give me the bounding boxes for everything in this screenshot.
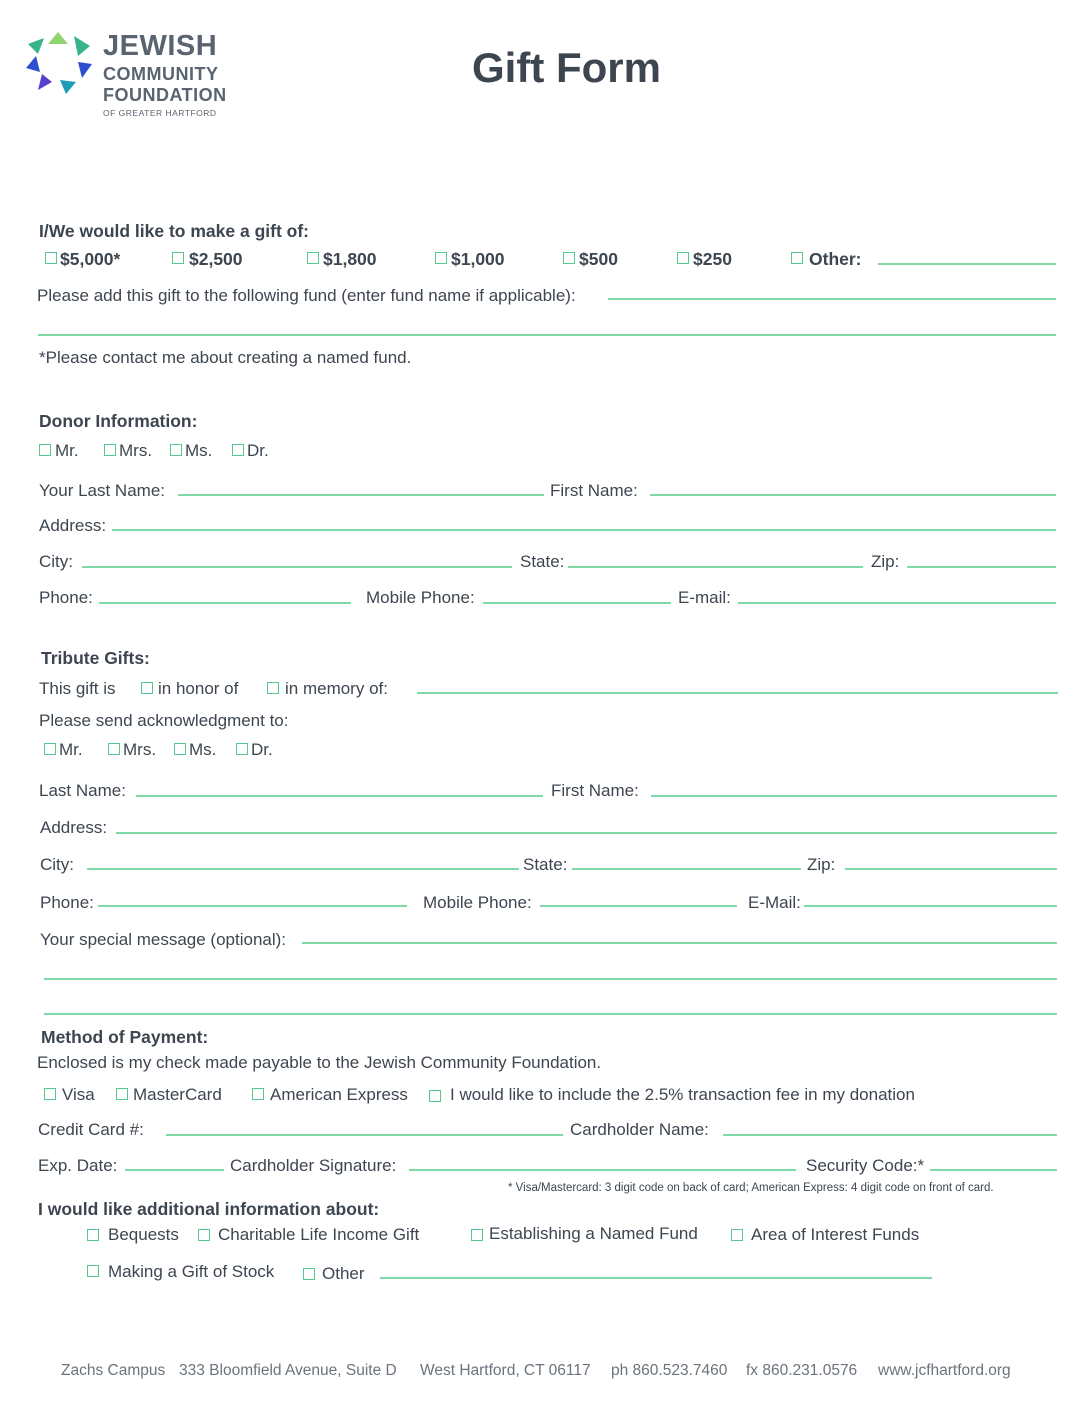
tribute-phone-field[interactable]: [98, 905, 407, 907]
card-number-field[interactable]: [166, 1134, 563, 1136]
memory-label: in memory of:: [285, 679, 388, 698]
donor-phone-field[interactable]: [99, 602, 351, 604]
honor-label: in honor of: [158, 679, 239, 698]
page-title: Gift Form: [472, 44, 661, 91]
gift-500-checkbox[interactable]: [563, 252, 575, 264]
donor-mr-checkbox[interactable]: [39, 444, 51, 456]
donor-mr-label: Mr.: [55, 441, 79, 460]
interest-checkbox[interactable]: [731, 1229, 743, 1241]
tribute-city-field[interactable]: [87, 868, 519, 870]
donor-mobile-label: Mobile Phone:: [366, 588, 475, 607]
donor-first-name-label: First Name:: [550, 481, 638, 500]
fee-checkbox[interactable]: [429, 1090, 441, 1102]
info-other-field[interactable]: [380, 1277, 932, 1279]
gift-5000-label: $5,000*: [60, 249, 121, 269]
fund-name-field[interactable]: [608, 298, 1056, 300]
security-code-label: Security Code:*: [806, 1156, 925, 1175]
gift-5000-checkbox[interactable]: [45, 252, 57, 264]
ack-dr-label: Dr.: [251, 740, 273, 759]
donor-ms-label: Ms.: [185, 441, 213, 460]
gift-250-label: $250: [693, 249, 732, 269]
tribute-zip-field[interactable]: [845, 868, 1057, 870]
named-fund-note: *Please contact me about creating a named fund.: [39, 348, 412, 367]
ack-ms-label: Ms.: [189, 740, 217, 759]
tribute-first-name-field[interactable]: [651, 795, 1057, 797]
card-number-label: Credit Card #:: [38, 1120, 144, 1139]
ack-mr-checkbox[interactable]: [44, 743, 56, 755]
memory-checkbox[interactable]: [267, 682, 279, 694]
gift-2500-checkbox[interactable]: [172, 252, 184, 264]
donor-city-label: City:: [39, 552, 73, 571]
donor-mobile-field[interactable]: [483, 602, 671, 604]
footer-campus: Zachs Campus: [61, 1362, 166, 1379]
footer-city: West Hartford, CT 06117: [420, 1362, 591, 1379]
acknowledgment-label: Please send acknowledgment to:: [39, 711, 289, 730]
gift-1000-label: $1,000: [451, 249, 505, 269]
tribute-heading: Tribute Gifts:: [41, 648, 150, 668]
signature-field[interactable]: [409, 1169, 796, 1171]
gift-250-checkbox[interactable]: [677, 252, 689, 264]
named-fund-checkbox[interactable]: [471, 1229, 483, 1241]
donor-zip-field[interactable]: [907, 566, 1056, 568]
cardholder-name-label: Cardholder Name:: [570, 1120, 709, 1139]
donor-address-label: Address:: [39, 516, 107, 535]
tribute-email-label: E-Mail:: [748, 893, 801, 912]
mastercard-label: MasterCard: [133, 1085, 222, 1104]
ack-ms-checkbox[interactable]: [174, 743, 186, 755]
special-message-field-2[interactable]: [44, 978, 1057, 980]
gift-500-label: $500: [579, 249, 618, 269]
gift-1800-label: $1,800: [323, 249, 377, 269]
tribute-mobile-label: Mobile Phone:: [423, 893, 532, 912]
info-heading: I would like additional information about:: [38, 1199, 380, 1219]
signature-label: Cardholder Signature:: [230, 1156, 397, 1175]
mastercard-checkbox[interactable]: [116, 1088, 128, 1100]
tribute-zip-label: Zip:: [807, 855, 836, 874]
ack-mr-label: Mr.: [59, 740, 83, 759]
donor-email-label: E-mail:: [678, 588, 731, 607]
gift-other-field[interactable]: [878, 263, 1056, 265]
exp-date-field[interactable]: [125, 1169, 224, 1171]
donor-last-name-label: Your Last Name:: [39, 481, 165, 500]
ack-dr-checkbox[interactable]: [236, 743, 248, 755]
bequests-checkbox[interactable]: [87, 1229, 99, 1241]
security-code-note: * Visa/Mastercard: 3 digit code on back of card; American Express: 4 digit code on front of card.: [508, 1182, 994, 1194]
tribute-last-name-field[interactable]: [136, 795, 543, 797]
footer-phone: ph 860.523.7460: [611, 1362, 728, 1379]
tribute-first-name-label: First Name:: [551, 781, 639, 800]
fund-name-field-2[interactable]: [38, 334, 1056, 336]
logo-line-hartford: OF GREATER HARTFORD: [103, 108, 217, 118]
tribute-state-label: State:: [523, 855, 568, 874]
tribute-city-label: City:: [40, 855, 74, 874]
exp-date-label: Exp. Date:: [38, 1156, 118, 1175]
tribute-name-field[interactable]: [417, 692, 1058, 694]
donor-first-name-field[interactable]: [650, 494, 1056, 496]
ack-mrs-label: Mrs.: [123, 740, 157, 759]
donor-dr-label: Dr.: [247, 441, 269, 460]
amex-checkbox[interactable]: [252, 1088, 264, 1100]
gift-heading: I/We would like to make a gift of:: [39, 221, 309, 241]
footer-street: 333 Bloomfield Avenue, Suite D: [179, 1362, 397, 1379]
cardholder-name-field[interactable]: [723, 1134, 1057, 1136]
interest-label: Area of Interest Funds: [751, 1225, 920, 1244]
ack-mrs-checkbox[interactable]: [108, 743, 120, 755]
gift-other-checkbox[interactable]: [791, 252, 803, 264]
amex-label: American Express: [270, 1085, 408, 1104]
tribute-last-name-label: Last Name:: [39, 781, 126, 800]
donor-state-label: State:: [520, 552, 565, 571]
visa-label: Visa: [62, 1085, 95, 1104]
check-note: Enclosed is my check made payable to the Jewish Community Foundation.: [37, 1053, 602, 1072]
donor-dr-checkbox[interactable]: [232, 444, 244, 456]
donor-mrs-label: Mrs.: [119, 441, 153, 460]
bequests-label: Bequests: [108, 1225, 179, 1244]
gift-other-label: Other:: [809, 249, 862, 269]
logo-line-community: COMMUNITY: [103, 64, 219, 84]
stock-checkbox[interactable]: [87, 1265, 99, 1277]
tribute-mobile-field[interactable]: [540, 905, 737, 907]
visa-checkbox[interactable]: [44, 1088, 56, 1100]
donor-mrs-checkbox[interactable]: [104, 444, 116, 456]
donor-email-field[interactable]: [738, 602, 1056, 604]
donor-address-field[interactable]: [112, 529, 1056, 531]
special-message-field-3[interactable]: [44, 1013, 1057, 1015]
this-gift-is-label: This gift is: [39, 679, 116, 698]
donor-zip-label: Zip:: [871, 552, 900, 571]
gift-1800-checkbox[interactable]: [307, 252, 319, 264]
star-logo-icon: [22, 30, 94, 96]
logo-line-foundation: FOUNDATION: [103, 85, 227, 105]
gift-1000-checkbox[interactable]: [435, 252, 447, 264]
donor-ms-checkbox[interactable]: [170, 444, 182, 456]
fee-label: I would like to include the 2.5% transaction fee in my donation: [450, 1085, 915, 1104]
honor-checkbox[interactable]: [141, 682, 153, 694]
security-code-field[interactable]: [930, 1169, 1057, 1171]
named-fund-label: Establishing a Named Fund: [489, 1224, 698, 1243]
tribute-state-field[interactable]: [572, 868, 801, 870]
cli-checkbox[interactable]: [198, 1229, 210, 1241]
special-message-label: Your special message (optional):: [40, 930, 287, 949]
donor-phone-label: Phone:: [39, 588, 93, 607]
tribute-address-label: Address:: [40, 818, 108, 837]
cli-label: Charitable Life Income Gift: [218, 1225, 420, 1244]
donor-heading: Donor Information:: [39, 411, 198, 431]
gift-2500-label: $2,500: [189, 249, 243, 269]
tribute-email-field[interactable]: [804, 905, 1057, 907]
info-other-checkbox[interactable]: [303, 1268, 315, 1280]
footer-web[interactable]: www.jcfhartford.org: [878, 1362, 1011, 1379]
payment-heading: Method of Payment:: [41, 1027, 209, 1047]
footer-fax: fx 860.231.0576: [746, 1362, 858, 1379]
stock-label: Making a Gift of Stock: [108, 1262, 275, 1281]
logo-line-jewish: JEWISH: [103, 30, 218, 62]
tribute-phone-label: Phone:: [40, 893, 94, 912]
tribute-address-field[interactable]: [116, 832, 1057, 834]
donor-state-field[interactable]: [568, 566, 863, 568]
donor-city-field[interactable]: [82, 566, 512, 568]
fund-prompt: Please add this gift to the following fund (enter fund name if applicable):: [37, 286, 576, 305]
donor-last-name-field[interactable]: [178, 494, 544, 496]
special-message-field[interactable]: [302, 942, 1057, 944]
info-other-label: Other: [322, 1264, 365, 1283]
